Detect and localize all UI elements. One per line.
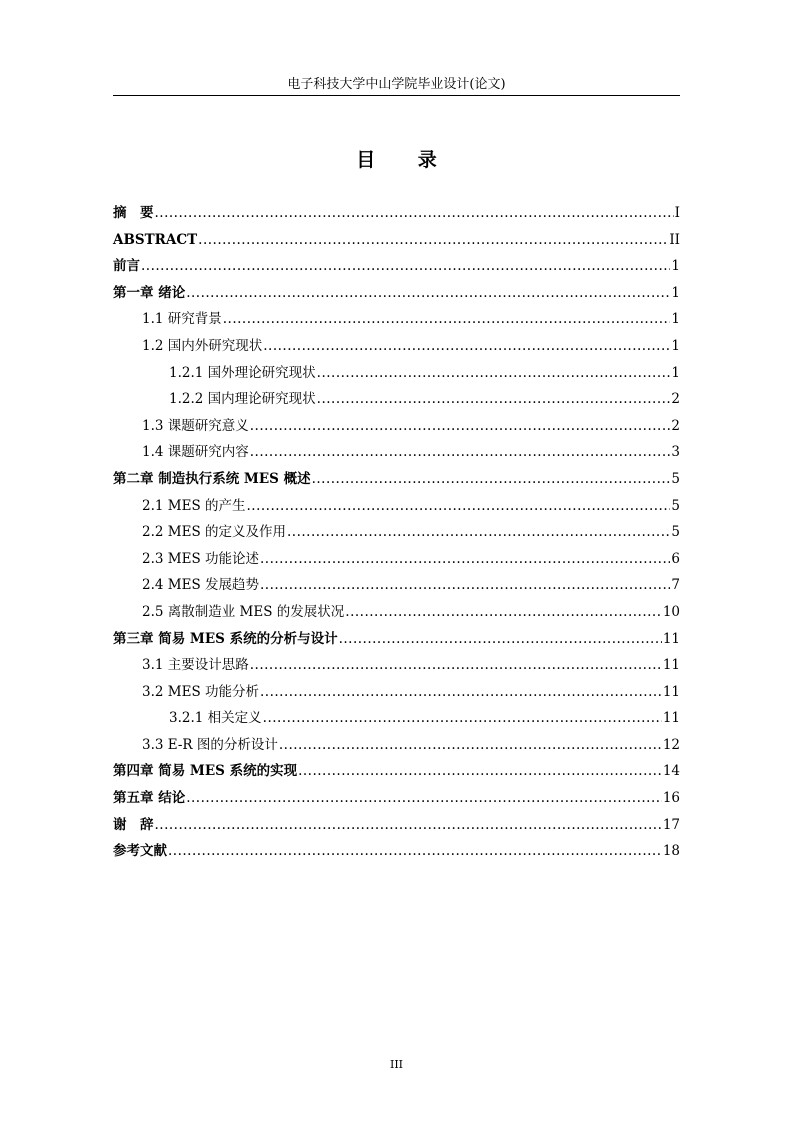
toc-entry[interactable] — [113, 413, 680, 440]
toc-entry-label: 3.2.1 相关定义 — [169, 710, 262, 727]
toc-entry[interactable] — [113, 732, 680, 759]
toc-entry[interactable] — [113, 546, 680, 573]
table-of-contents — [113, 200, 680, 865]
toc-entry-page: 1 — [671, 364, 680, 381]
dot-leader — [260, 546, 670, 573]
toc-entry-label: ABSTRACT — [113, 231, 198, 248]
toc-entry-page: 1 — [671, 311, 680, 328]
dot-leader — [155, 200, 674, 227]
toc-entry-label: 谢 辞 — [113, 816, 154, 833]
dot-leader — [260, 572, 670, 599]
dot-leader — [312, 466, 671, 493]
dot-leader — [250, 413, 671, 440]
dot-leader — [186, 785, 662, 812]
toc-entry-page: 1 — [671, 258, 680, 275]
toc-entry-page: I — [674, 205, 680, 221]
dot-leader — [279, 732, 662, 759]
toc-entry-label: 1.1 研究背景 — [142, 311, 222, 328]
dot-leader — [155, 812, 662, 839]
toc-entry[interactable] — [113, 626, 680, 653]
toc-entry[interactable] — [113, 386, 680, 413]
dot-leader — [250, 439, 671, 466]
toc-entry-page: 10 — [662, 603, 680, 620]
toc-entry-page: 11 — [662, 630, 680, 647]
dot-leader — [141, 253, 670, 280]
toc-entry-label: 1.3 课题研究意义 — [142, 417, 249, 434]
toc-entry[interactable] — [113, 652, 680, 679]
dot-leader — [198, 227, 668, 254]
toc-entry-page: 5 — [671, 470, 680, 487]
dot-leader — [345, 599, 662, 626]
toc-entry-page: 6 — [671, 550, 680, 567]
toc-entry-page: 1 — [671, 337, 680, 354]
toc-entry-label: 2.1 MES 的产生 — [142, 497, 246, 514]
running-header: 电子科技大学中山学院毕业设计(论文) — [287, 77, 506, 92]
toc-entry-page: 7 — [671, 577, 680, 594]
toc-entry-label: 2.4 MES 发展趋势 — [142, 577, 259, 594]
toc-entry[interactable] — [113, 812, 680, 839]
dot-leader — [263, 333, 670, 360]
toc-entry-label: 1.4 课题研究内容 — [142, 444, 249, 461]
toc-entry-page: 2 — [671, 391, 680, 408]
toc-entry-label: 2.5 离散制造业 MES 的发展状况 — [142, 603, 345, 620]
toc-entry-label: 第五章 结论 — [113, 790, 186, 807]
toc-entry-label: 第一章 绪论 — [113, 284, 186, 301]
toc-entry-page: 16 — [662, 790, 680, 807]
toc-entry-page: 11 — [662, 683, 680, 700]
toc-entry-label: 3.3 E-R 图的分析设计 — [142, 736, 278, 753]
toc-entry-label: 1.2.1 国外理论研究现状 — [169, 364, 316, 381]
toc-entry[interactable] — [113, 838, 680, 865]
toc-entry[interactable] — [113, 599, 680, 626]
toc-entry-page: 12 — [662, 736, 680, 753]
toc-entry[interactable] — [113, 360, 680, 387]
toc-entry-page: 11 — [662, 657, 680, 674]
toc-entry-page: 1 — [671, 284, 680, 301]
toc-entry-page: 2 — [671, 417, 680, 434]
toc-entry[interactable] — [113, 679, 680, 706]
toc-entry[interactable] — [113, 439, 680, 466]
toc-entry[interactable] — [113, 785, 680, 812]
toc-entry[interactable] — [113, 200, 680, 227]
toc-entry-label: 1.2 国内外研究现状 — [142, 337, 263, 354]
toc-entry-label: 3.1 主要设计思路 — [142, 657, 249, 674]
dot-leader — [317, 386, 671, 413]
toc-entry[interactable] — [113, 572, 680, 599]
toc-entry-page: 11 — [662, 710, 680, 727]
dot-leader — [223, 306, 671, 333]
dot-leader — [260, 679, 662, 706]
dot-leader — [186, 280, 670, 307]
header-rule — [113, 95, 680, 96]
dot-leader — [263, 705, 662, 732]
toc-entry-label: 3.2 MES 功能分析 — [142, 683, 259, 700]
dot-leader — [339, 626, 662, 653]
toc-entry-page: 3 — [671, 444, 680, 461]
toc-entry-label: 参考文献 — [113, 843, 167, 860]
toc-entry-page: 18 — [662, 843, 680, 860]
toc-entry-page: II — [669, 231, 680, 248]
toc-entry[interactable] — [113, 306, 680, 333]
toc-entry[interactable] — [113, 227, 680, 254]
toc-entry[interactable] — [113, 705, 680, 732]
toc-entry[interactable] — [113, 333, 680, 360]
toc-entry-label: 第四章 简易 MES 系统的实现 — [113, 763, 298, 780]
dot-leader — [298, 758, 662, 785]
dot-leader — [287, 519, 670, 546]
dot-leader — [317, 360, 671, 387]
toc-entry-label: 前言 — [113, 258, 140, 275]
toc-entry-label: 第二章 制造执行系统 MES 概述 — [113, 470, 311, 487]
dot-leader — [246, 493, 670, 520]
toc-entry-label: 摘 要 — [113, 205, 154, 221]
toc-entry-label: 2.3 MES 功能论述 — [142, 550, 259, 567]
toc-entry-label: 1.2.2 国内理论研究现状 — [169, 391, 316, 408]
toc-entry-page: 17 — [662, 816, 680, 833]
toc-entry-page: 14 — [662, 763, 680, 780]
toc-entry-label: 2.2 MES 的定义及作用 — [142, 524, 286, 541]
dot-leader — [168, 838, 662, 865]
toc-entry[interactable] — [113, 493, 680, 520]
toc-entry[interactable] — [113, 758, 680, 785]
dot-leader — [250, 652, 662, 679]
page-number: III — [389, 1058, 404, 1071]
toc-entry-label: 第三章 简易 MES 系统的分析与设计 — [113, 630, 338, 647]
toc-entry[interactable] — [113, 519, 680, 546]
toc-title: 目 录 — [356, 149, 455, 171]
toc-entry-page: 5 — [671, 524, 680, 541]
toc-entry[interactable] — [113, 280, 680, 307]
toc-entry-page: 5 — [671, 497, 680, 514]
toc-entry[interactable] — [113, 253, 680, 280]
toc-entry[interactable] — [113, 466, 680, 493]
